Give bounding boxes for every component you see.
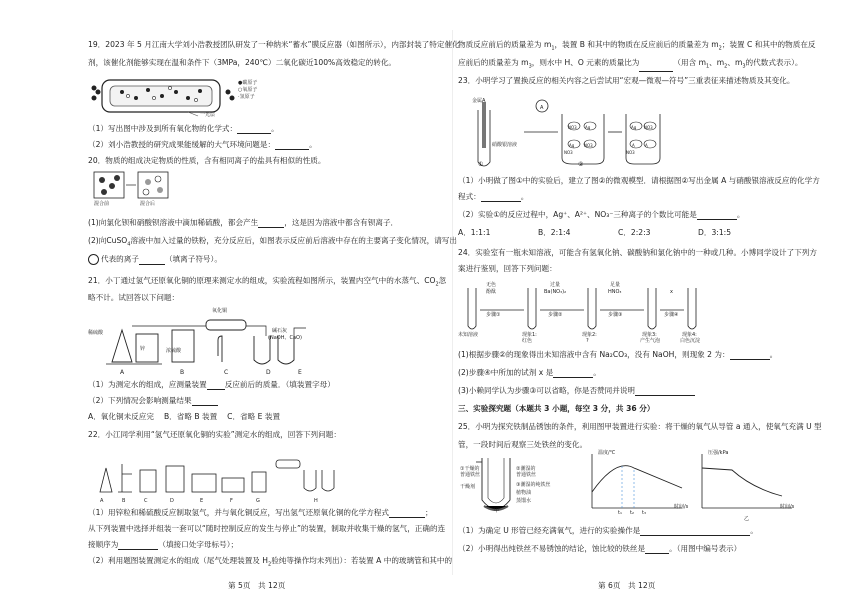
answer-blank[interactable] — [639, 63, 673, 72]
q23-label-fig2: ② — [578, 161, 584, 168]
q21-label-b: B — [180, 369, 185, 376]
right-page — [458, 0, 822, 608]
q22-sub1-line2: 从下列装置中选择并组装一套可以“随时控制反应的发生与停止”的装置，制取并收集干燥的氢气，正确的连 — [88, 524, 446, 533]
q25-label: t₁ — [618, 510, 622, 516]
q24-label: 无色 — [486, 282, 497, 288]
q23-ion-label: Ag — [569, 143, 575, 148]
q24-label: 产生气泡 — [640, 338, 661, 344]
q23-ion-label: NO3 — [644, 125, 653, 130]
q23-label-a-circle: A — [540, 105, 544, 111]
q23-sub1-cont: 程式： 。 — [458, 192, 529, 201]
q25-label: ②潮湿的 — [516, 466, 536, 472]
q24-sub3: (3)小赖同学认为步骤③可以省略，你是否赞同并说明 — [458, 386, 695, 396]
q19-membrane-reactor-figure — [88, 74, 258, 118]
answer-blank[interactable] — [645, 545, 669, 554]
q19-stem-line1: 19．2023 年 5 月江南大学刘小浩教授团队研发了一种纳米“蓄水”膜反应器（如图所示），内部封装了特定催化 — [88, 40, 460, 49]
answer-blank[interactable] — [553, 369, 593, 378]
q25-label: ①干燥的 — [460, 466, 480, 472]
q22-sub2: （2）利用题图装置测定水的组成（尾气处理装置及 $H_2$验纯等操作均未列出）：若装置 A 中的玻璃管和其中的 — [88, 556, 453, 568]
q22-label-a: A — [100, 498, 104, 504]
q19-figure-label: 一光层 — [200, 112, 216, 118]
answer-blank[interactable] — [730, 351, 770, 360]
q25-label: ③潮湿的纯铁丝 — [516, 482, 551, 488]
q22-label-g: G — [256, 498, 260, 504]
q25-label: 时间/s — [780, 504, 795, 510]
answer-blank[interactable] — [139, 256, 165, 265]
q23-option-d: D．3:1:5 — [698, 228, 732, 237]
q22-label-h: H — [314, 498, 318, 504]
q23-label-silver-nitrate: 硝酸银溶液 — [492, 142, 518, 148]
q22-label-c: C — [144, 498, 148, 504]
q23-ion-label: NO3 — [584, 143, 593, 148]
q25-label: 植物油 — [516, 490, 532, 496]
answer-blank[interactable] — [389, 509, 425, 518]
q21-label-soda-lime-formula: (NaOH、CaO) — [268, 335, 302, 341]
q23-stem: 23．小明学习了置换反应的相关内容之后尝试用“宏观—微观—符号”三重表征来描述物质及其变化。 — [458, 76, 795, 85]
q23-sub1: （1）小明做了图①中的实验后，建立了图②的微观模型．请根据图②写出金属 A 与硝酸银溶液反应的化学方 — [458, 176, 820, 185]
answer-blank[interactable] — [640, 527, 750, 536]
q22-continued-line1: 物质反应前后的质量差为 $m_1$，装置 B 和其中的物质在反应前后的质量差为 $m_2$；装置 C 和其中的物质在反 — [458, 40, 816, 52]
q25-stem-line2: 管，一段时间后观察三处铁丝的变化。 — [458, 440, 588, 449]
q25-label: 甲 — [494, 508, 500, 514]
q23-ion-label: NO3 — [568, 125, 577, 130]
q23-ion-label: NO3 — [626, 150, 635, 155]
q22-continued-line2: 应前后的质量差为 $m_3$，则水中 H、O 元素的质量比为 （用含 $m_1$、$m_2$、$m_3$的代数式表示）。 — [458, 58, 803, 70]
q20-before-label: 混合前 — [94, 201, 110, 207]
q20-sub2-cont: 代表的离子 （填离子符号）。 — [88, 254, 222, 265]
q23-option-c: C．2:2:3 — [618, 228, 651, 237]
q21-stem-line2: 略不计。试回答以下问题： — [88, 293, 180, 302]
q20-sub2: (2)向CuSO$_4$溶液中加入过量的铁粉，充分反应后，如图表示反应前后溶液中存在的主要离子变化情况，请写出 — [88, 236, 457, 248]
q24-label: 过量 — [550, 282, 561, 288]
q19-sub2: （2）刘小浩教授的研究成果能缓解的大气环境问题是： 。 — [88, 140, 317, 149]
q24-label: HNO₃ — [608, 289, 622, 295]
answer-blank[interactable] — [635, 387, 695, 396]
q21-label-zinc: 锌 — [140, 346, 146, 352]
q24-label: 现象1: — [522, 332, 537, 338]
q19-stem-line2: 剂，该催化剂能够实现在温和条件下（3MPa，240℃）二氧化碳近100%高效稳定的转化。 — [88, 58, 397, 67]
q25-label: 乙 — [744, 516, 750, 522]
q24-label: x — [670, 289, 673, 295]
column-divider — [452, 30, 453, 575]
answer-blank[interactable] — [481, 193, 521, 202]
q23-ion-label: NO3 — [564, 150, 573, 155]
answer-blank[interactable] — [192, 397, 218, 406]
q22-sub1-line3: 接顺序为 （填接口处字母标号）； — [88, 540, 239, 549]
q25-label: 时间/s — [674, 504, 689, 510]
q25-label: 普通铁丝 — [516, 472, 537, 478]
page-footer-right: 第 6页 共 12页 — [598, 581, 656, 590]
answer-blank[interactable] — [237, 125, 271, 134]
q24-step: 步骤① — [486, 312, 501, 318]
q23-sub2: （2）实验①的反应过程中，Ag⁺、A²⁺、NO₃⁻三种离子的个数比可能是 。 — [458, 210, 745, 219]
answer-blank[interactable] — [258, 219, 284, 228]
q21-label-cuo: 氧化铜 — [212, 308, 228, 314]
q25-label: 干燥剂 — [460, 484, 476, 490]
q24-label: ? — [586, 338, 589, 344]
q21-sub1: （1）为测定水的组成，应测量装置 反应前后的质量．（填装置字母） — [88, 380, 335, 389]
q21-label-soda-lime: 碱石灰 — [272, 328, 288, 334]
q21-label-a: A — [120, 369, 125, 376]
q21-stem-line1: 21．小丁通过氢气还原氧化铜的原理来测定水的组成，实验流程如图所示，装置内空气中的水蒸气、$CO_2$忽 — [88, 276, 447, 288]
q23-label-metal-a: 金属A — [472, 98, 486, 104]
q21-label-h2so4: 浓硫酸 — [166, 348, 182, 354]
q24-step: 步骤② — [548, 312, 563, 318]
q24-label: 白色沉淀 — [680, 338, 701, 344]
q25-label: 温度/℃ — [598, 450, 616, 456]
q24-label: 足量 — [610, 282, 621, 288]
q22-label-e: E — [200, 498, 204, 504]
answer-blank[interactable] — [118, 541, 158, 550]
answer-blank[interactable] — [207, 381, 225, 390]
q24-sub1: (1)根据步骤②的现象得出未知溶液中含有 Na₂CO₃，没有 NaOH，则现象 2 为： 。 — [458, 350, 778, 359]
q21-label-c: C — [224, 369, 229, 376]
q22-label-b: B — [122, 498, 126, 504]
q24-step: 步骤④ — [664, 312, 679, 318]
q23-ion-label: A — [632, 143, 635, 148]
q25-curves-figure — [582, 448, 802, 524]
ion-circle-icon — [88, 254, 99, 265]
q24-stem-line2: 案进行鉴别，回答下列问题： — [458, 264, 557, 273]
q22-sub1: （1）用锌粒和稀硫酸反应制取氢气，并与氧化铜反应，写出氢气还原氧化铜的化学方程式 ； — [88, 508, 433, 517]
q25-sub2: （2）小明得出纯铁丝不易锈蚀的结论，蚀比较的铁丝是 。（用图中编号表示） — [458, 544, 742, 553]
q19-legend-hydrogen: ·氢原子 — [238, 94, 255, 100]
q24-label: 酚酞 — [486, 289, 497, 295]
page-footer-left: 第 5页 共 12页 — [228, 581, 286, 590]
left-page — [88, 0, 460, 608]
section-3-heading: 三、实验探究题（本题共 3 小题，每空 3 分，共 36 分） — [458, 404, 655, 413]
q25-label: 蒸馏水 — [516, 498, 532, 504]
q25-label: 普通铁丝 — [460, 472, 481, 478]
q21-label-d: D — [266, 369, 271, 376]
q24-label: 现象2: — [582, 332, 597, 338]
answer-blank[interactable] — [275, 141, 309, 150]
q21-sub2: （2）下列情况会影响测量结果 — [88, 396, 218, 406]
q20-sub1: (1)向氯化钡和硝酸钡溶液中滴加稀硫酸，都会产生 ，这是因为溶液中都含有钡离子． — [88, 218, 399, 227]
q20-after-label: 混合后 — [140, 201, 156, 207]
q24-step: 步骤③ — [608, 312, 623, 318]
q21-label-acid: 稀硫酸 — [88, 330, 104, 336]
q24-label: 红色 — [522, 338, 533, 344]
q22-label-d: D — [170, 498, 174, 504]
q23-ion-label: A — [645, 143, 648, 148]
q22-stem: 22．小江同学利用“氢气还原氧化铜的实验”测定水的组成，回答下列问题： — [88, 430, 341, 439]
q22-apparatus-figure — [92, 444, 352, 500]
q25-label: t₃ — [642, 510, 646, 516]
q24-stem-line1: 24．实验室有一瓶未知溶液，可能含有氢氧化钠、碳酸钠和氯化钠中的一种或几种。小博同学设计了下列方 — [458, 248, 817, 257]
q23-label-fig1: ① — [478, 161, 484, 168]
q25-stem-line1: 25．小明为探究铁制品锈蚀的条件，利用图甲装置进行实验：将干燥的氧气从导管 a 通入，使氧气充满 U 型 — [458, 422, 822, 431]
q21-apparatus-figure — [96, 306, 326, 376]
q25-label: t₂ — [630, 510, 634, 516]
q23-option-a: A．1:1:1 — [458, 228, 491, 237]
answer-blank[interactable] — [697, 211, 737, 220]
q24-label: 现象3: — [642, 332, 657, 338]
q19-sub1: （1）写出图中涉及到所有氧化物的化学式： 。 — [88, 124, 279, 133]
q24-label: 现象4: — [682, 332, 697, 338]
q24-label: Ba(NO₃)₂ — [544, 289, 567, 295]
q24-label: 未知溶液 — [458, 332, 479, 338]
q21-label-e: E — [298, 369, 302, 376]
q23-ion-label: Ag — [585, 125, 591, 130]
q19-legend-carbon: ●碳原子 — [238, 80, 258, 86]
q23-option-b: B．2:1:4 — [538, 228, 571, 237]
q21-options: A．氧化铜未反应完 B．省略 B 装置 C．省略 E 装置 — [88, 412, 281, 421]
q24-sub2: (2)步骤④中所加的试剂 x 是 。 — [458, 368, 601, 377]
q20-stem: 20．物质的组成决定物质的性质，含有相同离子的盐具有相似的性质。 — [88, 156, 326, 165]
q23-ion-label: Ag — [631, 125, 637, 130]
q25-sub1: （1）为确定 U 形管已经充满氧气，进行的实验操作是 。 — [458, 526, 758, 535]
q22-label-f: F — [230, 498, 233, 504]
q25-label: 压强/kPa — [708, 450, 729, 456]
q19-legend-oxygen: ○氧原子 — [238, 87, 258, 93]
